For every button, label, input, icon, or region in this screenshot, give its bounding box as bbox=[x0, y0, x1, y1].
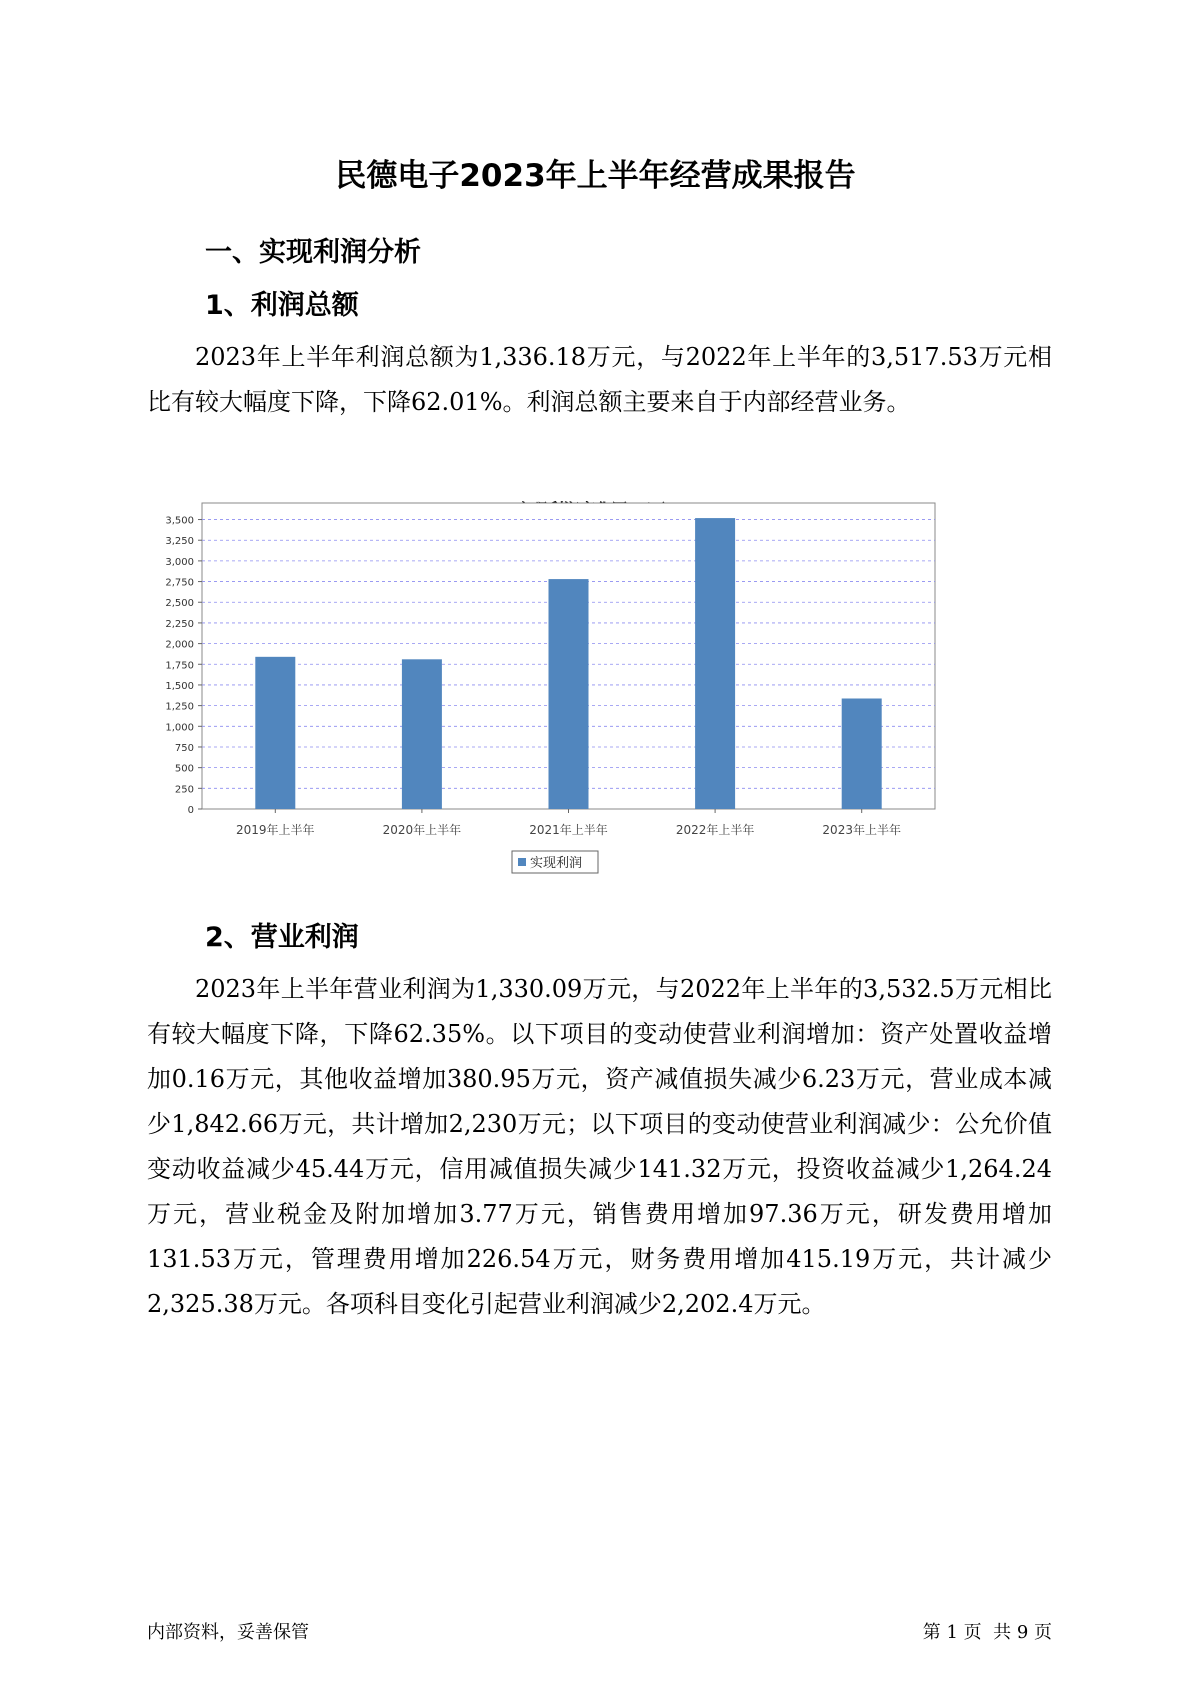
subheading-total-profit: 1、利润总额 bbox=[205, 290, 359, 321]
footer-confidential-note: 内部资料，妥善保管 bbox=[147, 1622, 309, 1643]
legend-swatch bbox=[518, 858, 526, 866]
bar-3 bbox=[549, 579, 589, 809]
paragraph-operating-profit: 2023年上半年营业利润为1,330.09万元，与2022年上半年的3,532.5万元相比有较大幅度下降，下降62.35%。以下项目的变动使营业利润增加：资产处置收益增加0.16万元，其他收益增加380.95万元，资产减值损失减少6.23万元，营业成本减少1,842.66万元，共计增加2,230万元；以下项目的变动使营业利润减少：公允价值变动收益减少45.44万元，信用减值损失减少141.32万元，投资收益减少1,264.24万元，营业税金及附加增加3.77万元，销售费用增加97.36万元，研发费用增加131.53万元，管理费用增加226.54万元，财务费用增加415.19万元，共计减少2,325.38万元。各项科目变化引起营业利润减少2,202.4万元。 bbox=[147, 975, 1052, 1318]
bar-4 bbox=[695, 518, 735, 809]
bar-5 bbox=[842, 698, 882, 809]
paragraph-total-profit: 2023年上半年利润总额为1,336.18万元，与2022年上半年的3,517.53万元相比有较大幅度下降，下降62.01%。利润总额主要来自于内部经营业务。 bbox=[147, 343, 1052, 416]
y-tick-label: 1,500 bbox=[165, 680, 194, 692]
legend-label: 实现利润 bbox=[530, 856, 583, 871]
footer-page-number: 第 1 页 共 9 页 bbox=[922, 1622, 1052, 1643]
y-tick-label: 1,250 bbox=[165, 701, 194, 713]
y-tick-label: 3,500 bbox=[165, 515, 194, 527]
y-tick-label: 2,500 bbox=[165, 598, 194, 610]
y-tick-label: 250 bbox=[174, 784, 194, 796]
bar-1 bbox=[255, 657, 295, 809]
y-tick-label: 1,000 bbox=[165, 722, 194, 734]
y-tick-label: 2,750 bbox=[165, 577, 194, 589]
y-tick-label: 3,000 bbox=[165, 556, 194, 568]
x-tick-label: 2019年上半年 bbox=[236, 823, 315, 837]
profit-bar-chart bbox=[147, 495, 1042, 955]
x-tick-label: 2021年上半年 bbox=[529, 823, 608, 837]
subheading-operating-profit: 2、营业利润 bbox=[205, 922, 359, 953]
x-tick-label: 2022年上半年 bbox=[675, 823, 755, 837]
x-tick-label: 2023年上半年 bbox=[822, 823, 901, 837]
y-tick-label: 2,000 bbox=[165, 639, 194, 651]
x-tick-label: 2020年上半年 bbox=[382, 823, 462, 837]
y-tick-label: 2,250 bbox=[165, 618, 194, 630]
section-heading-profit-analysis: 一、实现利润分析 bbox=[205, 237, 421, 268]
report-title: 民德电子2023年上半年经营成果报告 bbox=[335, 158, 856, 194]
y-tick-label: 0 bbox=[187, 805, 194, 816]
y-tick-label: 500 bbox=[174, 763, 194, 775]
y-tick-label: 1,750 bbox=[165, 660, 194, 672]
bar-2 bbox=[402, 659, 442, 809]
y-tick-label: 750 bbox=[174, 742, 194, 754]
y-tick-label: 3,250 bbox=[165, 536, 194, 548]
